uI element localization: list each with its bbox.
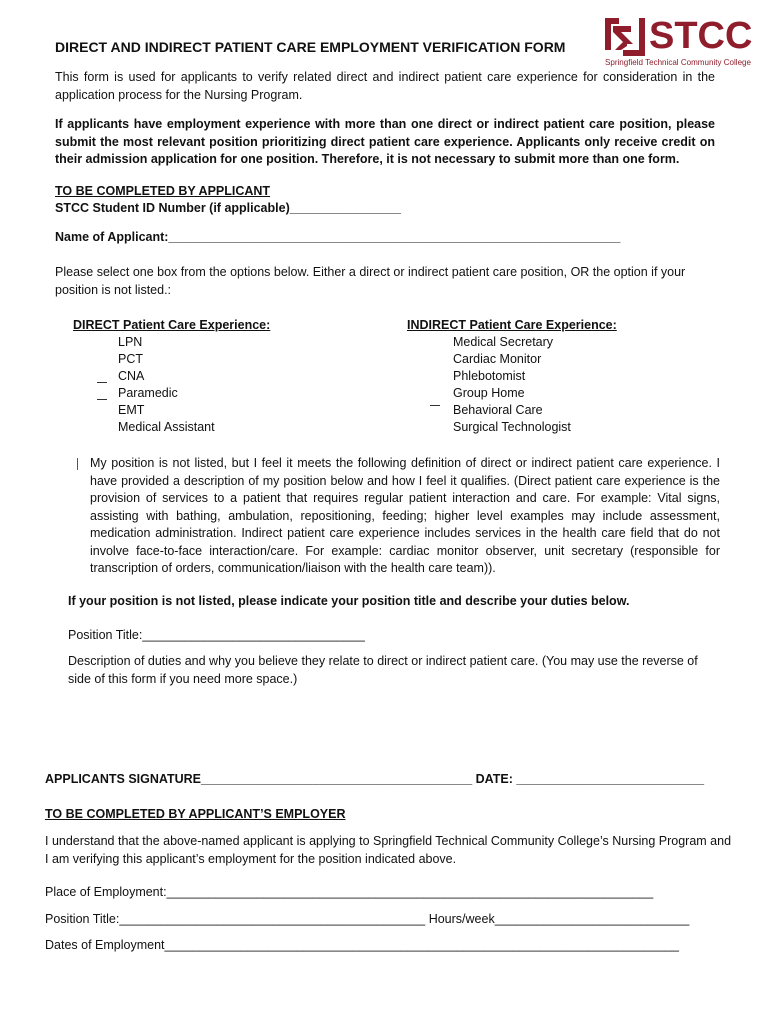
direct-item-emt[interactable]: EMT <box>118 403 145 417</box>
place-of-employment-field[interactable]: Place of Employment:______________________________________________________________________ <box>45 885 654 899</box>
not-listed-text: My position is not listed, but I feel it meets the following definition of direct or indirect patient care experience. I have provided a description of my position below and how I feel it qualifies. (Direct patient care experience is the provision of services to a patient that requires regular patient interaction and care. For example: Vital signs, assisting with bathing, ambulation, repositioning, feeding; higher level examples may include assessment, medication administration. Indirect patient care experience includes services in the health care field that do not involve face-to-face interaction/care. For example: cardiac monitor observer, unit secretary (responsible for transcription of orders, communication/liaison with the health care team)). <box>90 456 720 575</box>
applicant-name-field[interactable]: Name of Applicant:_________________________________________________________________ <box>55 230 621 244</box>
indirect-heading: INDIRECT Patient Care Experience: <box>407 318 617 332</box>
dates-of-employment-field[interactable]: Dates of Employment__________________________________________________________________________ <box>45 938 679 952</box>
employer-section-heading: TO BE COMPLETED BY APPLICANT’S EMPLOYER <box>45 807 346 821</box>
direct-item-paramedic[interactable]: Paramedic <box>118 386 178 400</box>
stcc-logo <box>605 14 753 70</box>
indirect-item-group-home[interactable]: Group Home <box>453 386 525 400</box>
logo-text: STCC <box>649 15 753 57</box>
indirect-item-medical-secretary[interactable]: Medical Secretary <box>453 335 554 349</box>
applicant-position-title-field[interactable]: Position Title:________________________________ <box>68 628 365 642</box>
direct-item-pct[interactable]: PCT <box>118 352 143 366</box>
bold-notice: If applicants have employment experience with more than one direct or indirect patient care position, please submit the most relevant position prioritizing direct patient care experience. Applicants only receive credit on their admission application for one position. Therefore, it is not necessary to submit more than one form. <box>55 117 715 166</box>
cna-checkbox[interactable] <box>97 382 107 383</box>
paramedic-checkbox[interactable] <box>97 399 107 400</box>
direct-heading: DIRECT Patient Care Experience: <box>73 318 271 332</box>
employer-statement: I understand that the above-named applicant is applying to Springfield Technical Community College’s Nursing Program and I am verifying this applicant’s employment for the position indicated above. <box>45 834 732 866</box>
indirect-item-surgical-technologist[interactable]: Surgical Technologist <box>453 420 571 434</box>
description-label: Description of duties and why you believe they relate to direct or indirect patient care. (You may use the reverse of side of this form if you need more space.) <box>68 654 698 686</box>
indirect-item-phlebotomist[interactable]: Phlebotomist <box>453 369 526 383</box>
direct-item-medical-assistant[interactable]: Medical Assistant <box>118 420 215 434</box>
logo-subtitle: Springfield Technical Community College <box>605 57 752 67</box>
applicant-section-heading: TO BE COMPLETED BY APPLICANT <box>55 184 271 198</box>
intro-text: This form is used for applicants to verify related direct and indirect patient care experience for consideration in the application process for the Nursing Program. <box>55 70 715 102</box>
form-title: DIRECT AND INDIRECT PATIENT CARE EMPLOYMENT VERIFICATION FORM <box>55 39 566 55</box>
signature-date-field[interactable]: APPLICANTS SIGNATURE_______________________________________ DATE: ___________________________ <box>45 772 705 786</box>
not-listed-instruction: If your position is not listed, please indicate your position title and describe your duties below. <box>68 594 630 608</box>
indirect-item-cardiac-monitor[interactable]: Cardiac Monitor <box>453 352 542 366</box>
direct-item-cna[interactable]: CNA <box>118 369 145 383</box>
logo-emblem-icon <box>605 18 645 56</box>
student-id-field[interactable]: STCC Student ID Number (if applicable)________________ <box>55 201 401 215</box>
direct-item-lpn[interactable]: LPN <box>118 335 143 349</box>
employer-position-hours-field[interactable]: Position Title:____________________________________________ Hours/week____________________________ <box>45 912 690 926</box>
behavioral-care-checkbox[interactable] <box>430 405 440 406</box>
select-instructions: Please select one box from the options below. Either a direct or indirect patient care position, OR the option if your position is not listed.: <box>55 265 686 297</box>
indirect-item-behavioral-care[interactable]: Behavioral Care <box>453 403 543 417</box>
not-listed-checkbox[interactable] <box>77 458 78 470</box>
